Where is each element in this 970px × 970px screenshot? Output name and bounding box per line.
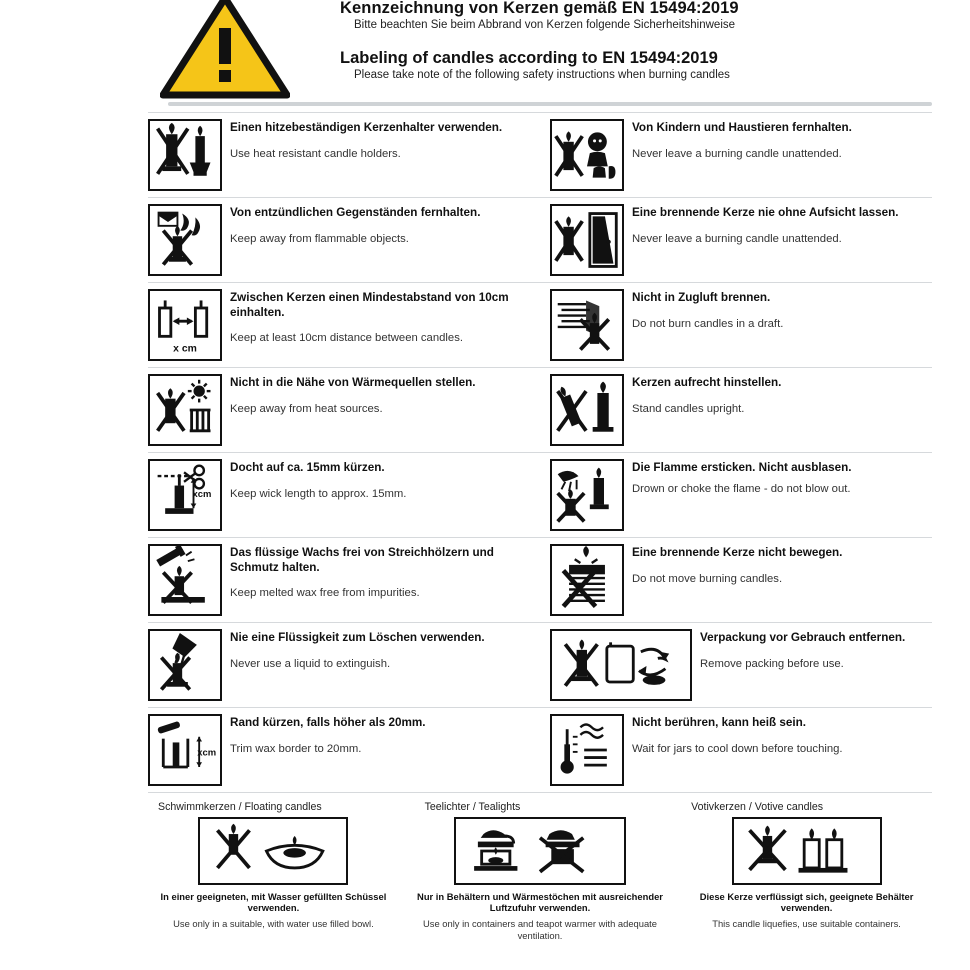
flammable-objects-icon [148, 204, 222, 276]
instruction-row [148, 113, 932, 198]
footer-text-de: In einer geeigneten, mit Wasser gefüllten Schüssel verwenden. [160, 891, 387, 914]
instruction-cell [148, 538, 540, 622]
instruction-cell [540, 708, 932, 792]
instruction-cell [148, 368, 540, 452]
instruction-row [148, 283, 932, 368]
instruction-text-de: Kerzen aufrecht hinstellen. [632, 376, 782, 389]
remove-packing-icon [550, 629, 692, 701]
warning-triangle-icon [160, 0, 290, 99]
instruction-text-de: Rand kürzen, falls höher als 20mm. [230, 716, 426, 729]
no-move-candle-icon [550, 544, 624, 616]
instruction-text-de: Das flüssige Wachs frei von Streichhölzern und Schmutz halten. [230, 546, 494, 574]
instruction-cell [540, 453, 932, 537]
instruction-row [148, 198, 932, 283]
header-subtitle-de: Bitte beachten Sie beim Abbrand von Kerzen folgende Sicherheitshinweise [354, 19, 736, 31]
instruction-cell [540, 623, 932, 707]
svg-text:x cm: x cm [173, 343, 197, 355]
footer-text-en: Use only in containers and teapot warmer with adequate ventilation. [423, 918, 657, 941]
instruction-text-de: Nie eine Flüssigkeit zum Löschen verwenden. [230, 631, 485, 644]
instruction-text-de: Zwischen Kerzen einen Mindestabstand von 10cm einhalten. [230, 291, 509, 319]
instruction-text-en: Never use a liquid to extinguish. [230, 657, 391, 670]
footer-title: Votivkerzen / Votive candles [691, 801, 824, 813]
hot-jar-icon [550, 714, 624, 786]
instruction-text-en: Keep wick length to approx. 15mm. [230, 487, 407, 500]
tealight-warmer-icon [454, 817, 626, 885]
instruction-text-en: Never leave a burning candle unattended. [632, 232, 842, 245]
footer-text-en: This candle liquefies, use suitable containers. [712, 918, 901, 930]
trim-wax-border-icon [148, 714, 222, 786]
candle-holder-icon [148, 119, 222, 191]
votive-candle-icon [732, 817, 882, 885]
instruction-text-en: Keep away from heat sources. [230, 402, 383, 415]
instruction-text-en: Keep melted wax free from impurities. [230, 587, 420, 599]
no-liquid-extinguish-icon [148, 629, 222, 701]
instruction-row [148, 453, 932, 538]
instruction-text-en: Trim wax border to 20mm. [230, 742, 362, 755]
instruction-text-de: Eine brennende Kerze nicht bewegen. [632, 546, 843, 559]
instruction-text-en: Do not move burning candles. [632, 572, 783, 585]
footer-section [148, 801, 932, 941]
instruction-cell [148, 113, 540, 197]
instruction-cell [148, 708, 540, 792]
instruction-cell [540, 198, 932, 282]
instruction-text-de: Die Flamme ersticken. Nicht ausblasen. [632, 461, 852, 474]
instruction-cell [540, 368, 932, 452]
draft-icon [550, 289, 624, 361]
footer-title: Schwimmkerzen / Floating candles [158, 801, 322, 813]
header-title-en: Labeling of candles according to EN 15494:2019 [340, 49, 718, 67]
instruction-text-de: Docht auf ca. 15mm kürzen. [230, 461, 385, 474]
trim-wick-icon [148, 459, 222, 531]
instruction-text-de: Nicht in Zugluft brennen. [632, 291, 771, 304]
instruction-cell [540, 283, 932, 367]
instruction-text-en: Keep at least 10cm distance between candles. [230, 332, 463, 344]
instruction-text-de: Von entzündlichen Gegenständen fernhalten. [230, 206, 481, 219]
instruction-row [148, 368, 932, 453]
instruction-cell [540, 538, 932, 622]
footer-text-de: Nur in Behältern und Wärmestöchen mit ausreichender Luftzufuhr verwenden. [417, 891, 663, 914]
instruction-cell [148, 623, 540, 707]
svg-text:xcm: xcm [197, 747, 217, 759]
candle-distance-icon [148, 289, 222, 361]
footer-column-votive [681, 801, 932, 941]
instruction-text-de: Verpackung vor Gebrauch entfernen. [700, 631, 906, 644]
instruction-text-en: Wait for jars to cool down before touching. [632, 742, 843, 755]
footer-column-floating [148, 801, 399, 941]
instruction-cell [148, 283, 540, 367]
instruction-text-de: Nicht in die Nähe von Wärmequellen stellen. [230, 376, 476, 389]
instruction-text-en: Keep away from flammable objects. [230, 232, 409, 245]
footer-column-tealights [415, 801, 666, 941]
instruction-text-de: Von Kindern und Haustieren fernhalten. [632, 121, 852, 134]
document-header [20, 0, 950, 112]
instruction-text-de: Eine brennende Kerze nie ohne Aufsicht lassen. [632, 206, 899, 219]
instruction-row [148, 708, 932, 793]
instruction-text-en: Never leave a burning candle unattended. [632, 147, 842, 160]
instruction-cell [540, 113, 932, 197]
upright-candle-icon [550, 374, 624, 446]
children-pets-icon [550, 119, 624, 191]
instruction-row [148, 538, 932, 623]
instruction-text-en: Use heat resistant candle holders. [230, 147, 401, 160]
floating-candle-bowl-icon [198, 817, 348, 885]
header-title-de: Kennzeichnung von Kerzen gemäß EN 15494:2019 [340, 0, 739, 17]
instruction-cell [148, 453, 540, 537]
instruction-text-en: Stand candles upright. [632, 402, 745, 415]
instruction-text-de: Nicht berühren, kann heiß sein. [632, 716, 807, 729]
instruction-grid [148, 112, 932, 793]
wax-impurities-icon [148, 544, 222, 616]
instruction-text-en: Remove packing before use. [700, 657, 844, 670]
instruction-row [148, 623, 932, 708]
instruction-text-en: Drown or choke the flame - do not blow out. [632, 482, 851, 495]
header-subtitle-en: Please take note of the following safety instructions when burning candles [354, 69, 730, 81]
extinguish-flame-icon [550, 459, 624, 531]
instruction-cell [148, 198, 540, 282]
footer-text-en: Use only in a suitable, with water use filled bowl. [173, 918, 374, 930]
footer-title: Teelichter / Tealights [424, 801, 521, 813]
unattended-candle-icon [550, 204, 624, 276]
instruction-text-en: Do not burn candles in a draft. [632, 317, 784, 330]
instruction-text-de: Einen hitzebeständigen Kerzenhalter verwenden. [230, 121, 503, 134]
footer-text-de: Diese Kerze verflüssigt sich, geeignete Behälter verwenden. [699, 891, 914, 914]
svg-text:xcm: xcm [192, 488, 212, 500]
header-divider [168, 102, 932, 106]
heat-source-icon [148, 374, 222, 446]
